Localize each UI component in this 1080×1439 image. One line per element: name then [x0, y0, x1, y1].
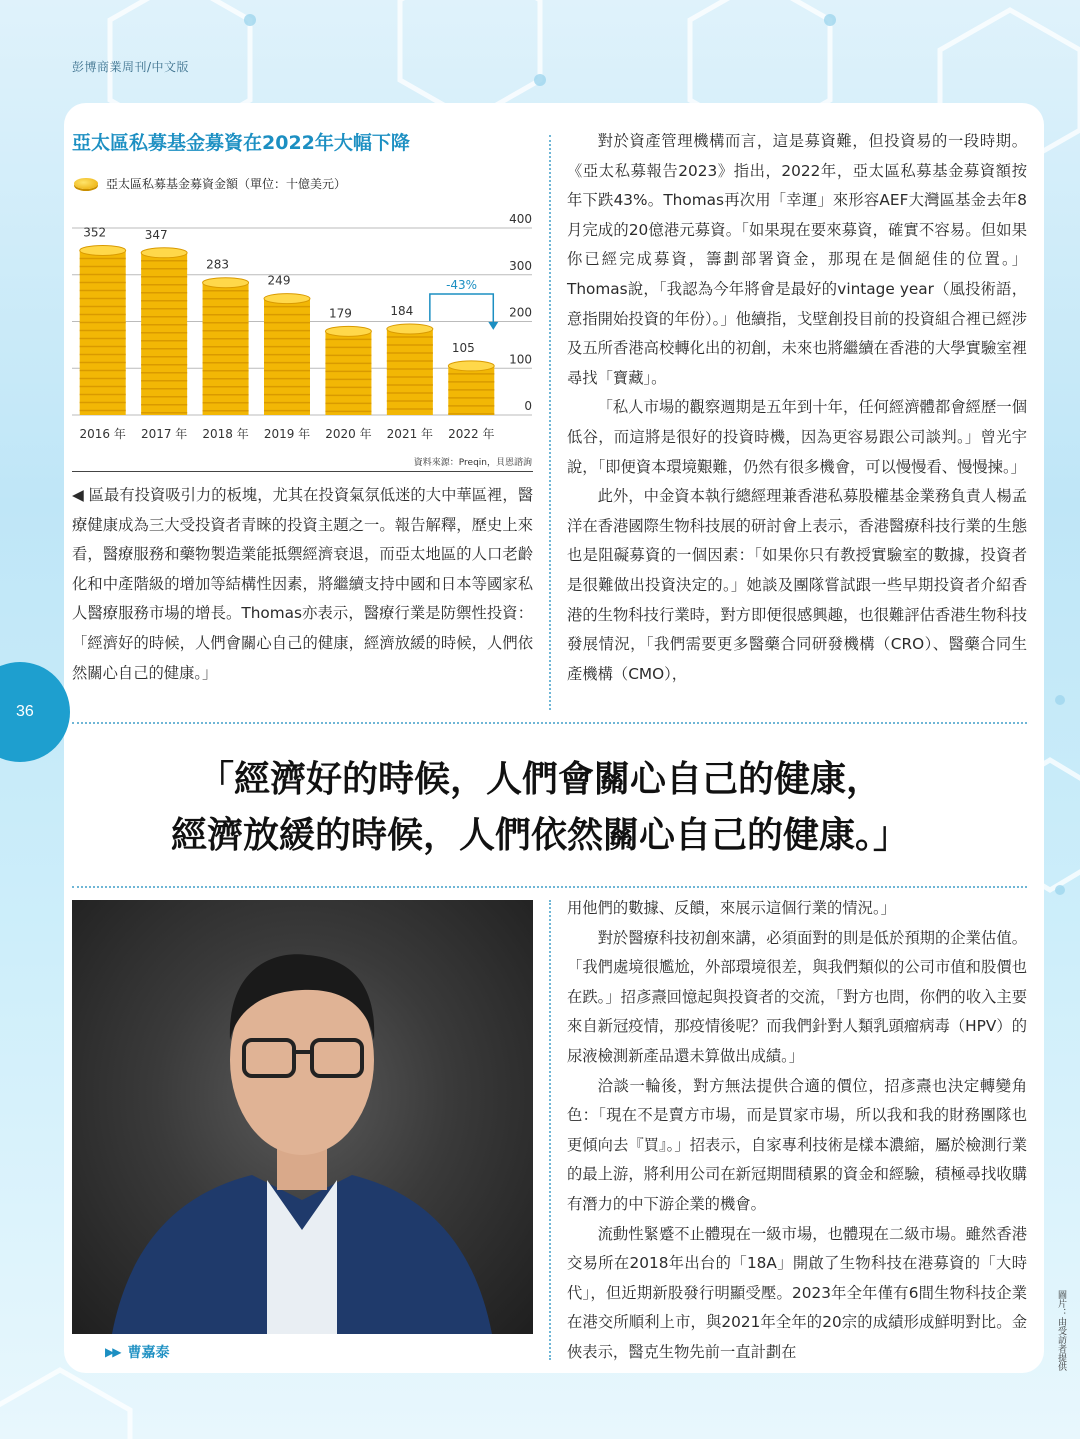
bar [387, 329, 433, 415]
x-tick-label: 2020 年 [325, 427, 372, 441]
bar-top-coin [264, 294, 310, 304]
photo-caption-name: 曹嘉泰 [127, 1345, 170, 1361]
left-column-paragraph: ◀ 區最有投資吸引力的板塊，尤其在投資氣氛低迷的大中華區裡，醫療健康成為三大受投資者青睞的投資主題之一。報告解釋，歷史上來看，醫療服務和藥物製造業能抵禦經濟衰退，而亞太地區的人口老齡化和中產階級的增加等結構性因素，將繼續支持中國和日本等國家私人醫療服務市場的增長。Thomas亦表示，醫療行業是防禦性投資：「經濟好的時候，人們會關心自己的健康，經濟放緩的時候，人們依然關心自己的健康。」 [72, 486, 533, 682]
article-paragraph: 流動性緊蹙不止體現在一級市場，也體現在二級市場。雖然香港交易所在2018年出台的「18A」開啟了生物科技在港募資的「大時代」，但近期新股發行明顯受壓。2023年全年僅有6間生物科技企業在港交所順利上市，與2021年全年的20宗的成績形成鮮明對比。金俠表示，醫克生物先前一直計劃在 [567, 1224, 1027, 1361]
bar-top-coin [325, 326, 371, 336]
chart-title: 亞太區私募基金募資在2022年大幅下降 [72, 132, 410, 154]
portrait-photo [72, 900, 533, 1334]
annotation-arrowhead [488, 322, 498, 330]
magazine-masthead: 彭博商業周刊/中文版 [72, 60, 190, 74]
bar-top-coin [448, 361, 494, 371]
bar-top-coin [80, 245, 126, 255]
portrait-illustration [72, 900, 533, 1334]
x-tick-label: 2018 年 [202, 427, 249, 441]
photo-caption [105, 1342, 169, 1362]
play-arrows-icon: ▶▶ [105, 1345, 120, 1359]
bar-top-coin [141, 248, 187, 258]
pull-quote [0, 752, 1080, 864]
y-tick-label: 100 [509, 352, 532, 367]
data-label: 283 [206, 257, 230, 272]
data-label: 184 [390, 303, 414, 318]
bar-top-coin [387, 324, 433, 334]
data-label: 179 [328, 306, 352, 321]
article-paragraph: 「私人市場的觀察週期是五年到十年，任何經濟體都會經歷一個低谷，而這將是很好的投資時機，因為更容易跟公司談判。」曾光宇說，「即便資本環境艱難，仍然有很多機會，可以慢慢看、慢慢揀。」 [567, 398, 1027, 476]
article-paragraph: 此外，中金資本執行總經理兼香港私募股權基金業務負責人楊孟洋在香港國際生物科技展的研討會上表示，香港醫療科技行業的生態也是阻礙募資的一個因素：「如果你只有教授實驗室的數據，投資者是很難做出投資決定的。」她談及團隊嘗試跟一些早期投資者介紹香港的生物科技行業時，對方即便很感興趣，也很難評估香港生物科技發展情況，「我們需要更多醫藥合同研發機構（CRO）、醫藥合同生產機構（CMO）， [567, 487, 1027, 683]
quote-divider-bottom [72, 886, 1027, 888]
y-tick-label: 400 [509, 212, 532, 226]
page-number: 36 [16, 703, 34, 720]
article-paragraph: 對於資產管理機構而言，這是募資難，但投資易的一段時期。《亞太私募報告2023》指出，2022年，亞太區私募基金募資額按年下跌43%。Thomas再次用「幸運」來形容AEF大灣區基金去年8月完成的20億港元募資。「如果現在要來募資，確實不容易。但如果你已經完成募資，籌劃部署資金，那現在是個絕佳的位置。」Thomas說，「我認為今年將會是最好的vintage year（風投術語，意指開始投資的年份）。」他續指，戈壁創投目前的投資組合裡已經涉及五所香港高校轉化出的初創，未來也將繼續在香港的大學實驗室裡尋找「寶藏」。 [567, 132, 1027, 387]
chart-divider [72, 471, 533, 472]
y-tick-label: 0 [524, 399, 532, 413]
x-tick-label: 2016 年 [79, 427, 126, 441]
bar-top-coin [203, 278, 249, 288]
right-column-top [567, 127, 1027, 689]
column-divider-bottom [549, 900, 551, 1360]
data-label: 347 [144, 227, 168, 242]
data-label: 105 [451, 340, 475, 355]
x-tick-label: 2019 年 [263, 427, 311, 441]
chart-legend [74, 175, 346, 192]
chart-legend-label: 亞太區私募基金募資金額（單位：十億美元） [106, 177, 347, 191]
bar [325, 331, 371, 415]
data-label: 352 [83, 225, 107, 240]
data-label: 249 [267, 273, 291, 288]
article-paragraph: 洽談一輪後，對方無法提供合適的價位，招彥燾也決定轉變角色：「現在不是賣方市場，而是買家市場，所以我和我的財務團隊也更傾向去『買』。」招表示，自家專利技術是樣本濃縮，屬於檢測行業的最上游，將利用公司在新冠期間積累的資金和經驗，積極尋找收購有潛力的中下游企業的機會。 [567, 1076, 1027, 1213]
x-tick-label: 2017 年 [140, 427, 188, 441]
column-divider-top [549, 135, 551, 710]
photo-credit: 圖片：由受訪者提供 [1056, 1290, 1066, 1371]
annotation-label: -43% [446, 277, 478, 292]
pull-quote-line: 經濟放緩的時候，人們依然關心自己的健康。」 [170, 815, 909, 856]
right-column-bottom [567, 894, 1027, 1368]
bar [264, 299, 310, 415]
y-tick-label: 300 [509, 258, 532, 273]
annotation-bracket [430, 294, 493, 324]
pull-quote-line: 「經濟好的時候，人們會關心自己的健康， [197, 759, 882, 800]
x-tick-label: 2022 年 [448, 427, 495, 441]
y-tick-label: 200 [509, 305, 532, 320]
fundraising-bar-chart [72, 210, 542, 450]
article-paragraph: 用他們的數據、反饋，來展示這個行業的情況。」 [567, 899, 896, 917]
chart-source: 資料來源：Preqin，貝恩諮詢 [413, 458, 532, 468]
x-tick-label: 2021 年 [386, 427, 434, 441]
quote-divider-top [72, 722, 1027, 724]
article-paragraph: 對於醫療科技初創來講，必須面對的則是低於預期的企業估值。「我們處境很尷尬，外部環境很差，與我們類似的公司市值和股價也在跌。」招彥燾回憶起與投資者的交流，「對方也問，你們的收入主要來自新冠疫情，那疫情後呢？而我們針對人類乳頭瘤病毒（HPV）的尿液檢測新產品還未算做出成績。」 [567, 928, 1027, 1065]
coin-icon [74, 178, 98, 189]
